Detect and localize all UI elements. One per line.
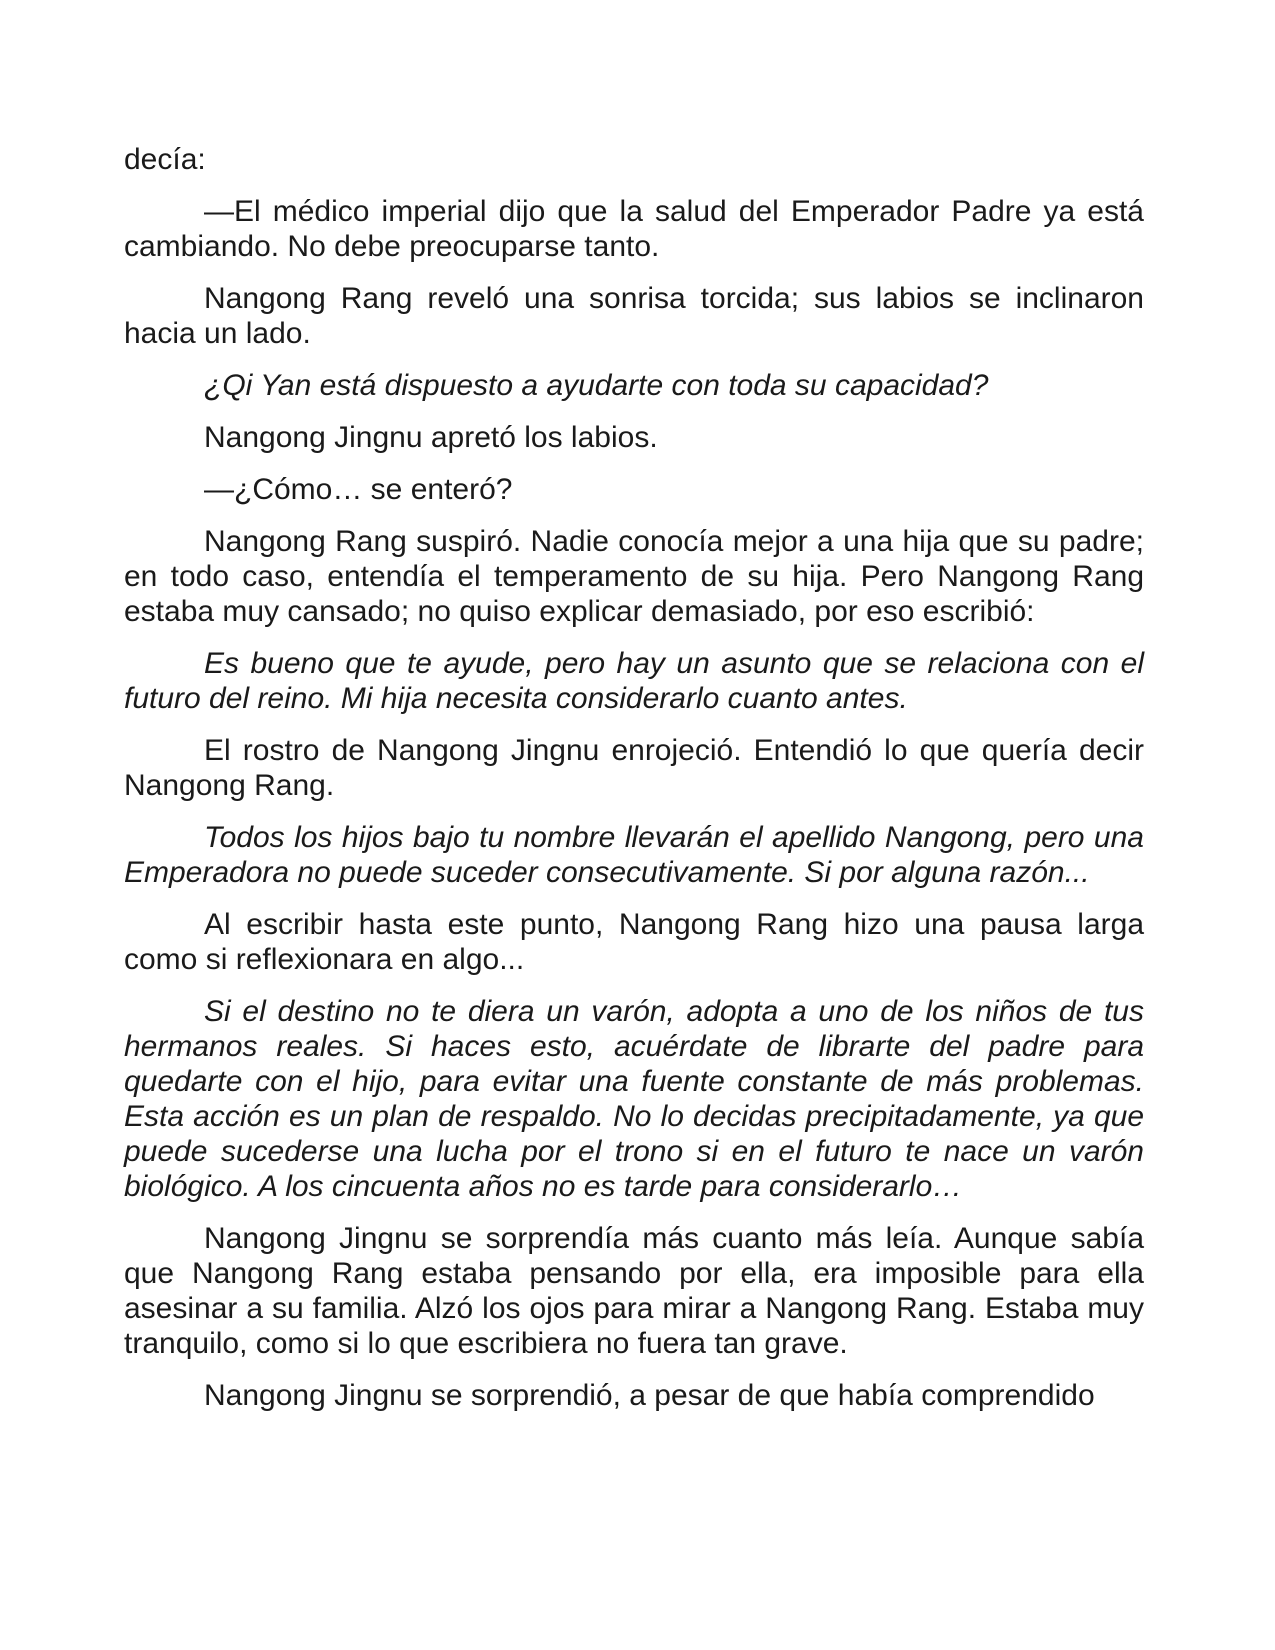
paragraph-8-italic: Es bueno que te ayude, pero hay un asunto que se relaciona con el futuro del reino. Mi hija necesita considerarlo cuanto antes.	[124, 647, 1144, 715]
paragraph-2: —El médico imperial dijo que la salud del Emperador Padre ya está cambiando. No debe preocuparse tanto.	[124, 195, 1144, 263]
paragraph-3: Nangong Rang reveló una sonrisa torcida; sus labios se inclinaron hacia un lado.	[124, 282, 1144, 350]
paragraph-13: Nangong Jingnu se sorprendía más cuanto más leía. Aunque sabía que Nangong Rang estaba pensando por ella, era imposible para ella asesinar a su familia. Alzó los ojos para mirar a Nangong Rang. Estaba muy tranquilo, como si lo que escribiera no fuera tan grave.	[124, 1222, 1144, 1360]
paragraph-6: —¿Cómo… se enteró?	[204, 473, 513, 506]
paragraph-7: Nangong Rang suspiró. Nadie conocía mejor a una hija que su padre; en todo caso, entendía el temperamento de su hija. Pero Nangong Rang estaba muy cansado; no quiso explicar demasiado, por eso escribió:	[124, 525, 1144, 628]
paragraph-12-italic: Si el destino no te diera un varón, adopta a uno de los niños de tus hermanos reales. Si haces esto, acuérdate de librarte del padre para quedarte con el hijo, para evitar una fuente constante de más problemas. Esta acción es un plan de respaldo. No lo decidas precipitadamente, ya que puede sucederse una lucha por el trono si en el futuro te nace un varón biológico. A los cincuenta años no es tarde para considerarlo…	[124, 995, 1144, 1203]
paragraph-10-italic: Todos los hijos bajo tu nombre llevarán el apellido Nangong, pero una Emperadora no puede suceder consecutivamente. Si por alguna razón...	[124, 821, 1144, 889]
page-text-body	[124, 142, 1144, 1430]
paragraph-9: El rostro de Nangong Jingnu enrojeció. Entendió lo que quería decir Nangong Rang.	[124, 734, 1144, 802]
paragraph-5: Nangong Jingnu apretó los labios.	[204, 421, 658, 454]
paragraph-4-italic: ¿Qi Yan está dispuesto a ayudarte con toda su capacidad?	[204, 369, 989, 402]
paragraph-1: decía:	[124, 143, 206, 176]
paragraph-14: Nangong Jingnu se sorprendió, a pesar de que había comprendido	[204, 1379, 1095, 1412]
paragraph-11: Al escribir hasta este punto, Nangong Rang hizo una pausa larga como si reflexionara en algo...	[124, 908, 1144, 976]
